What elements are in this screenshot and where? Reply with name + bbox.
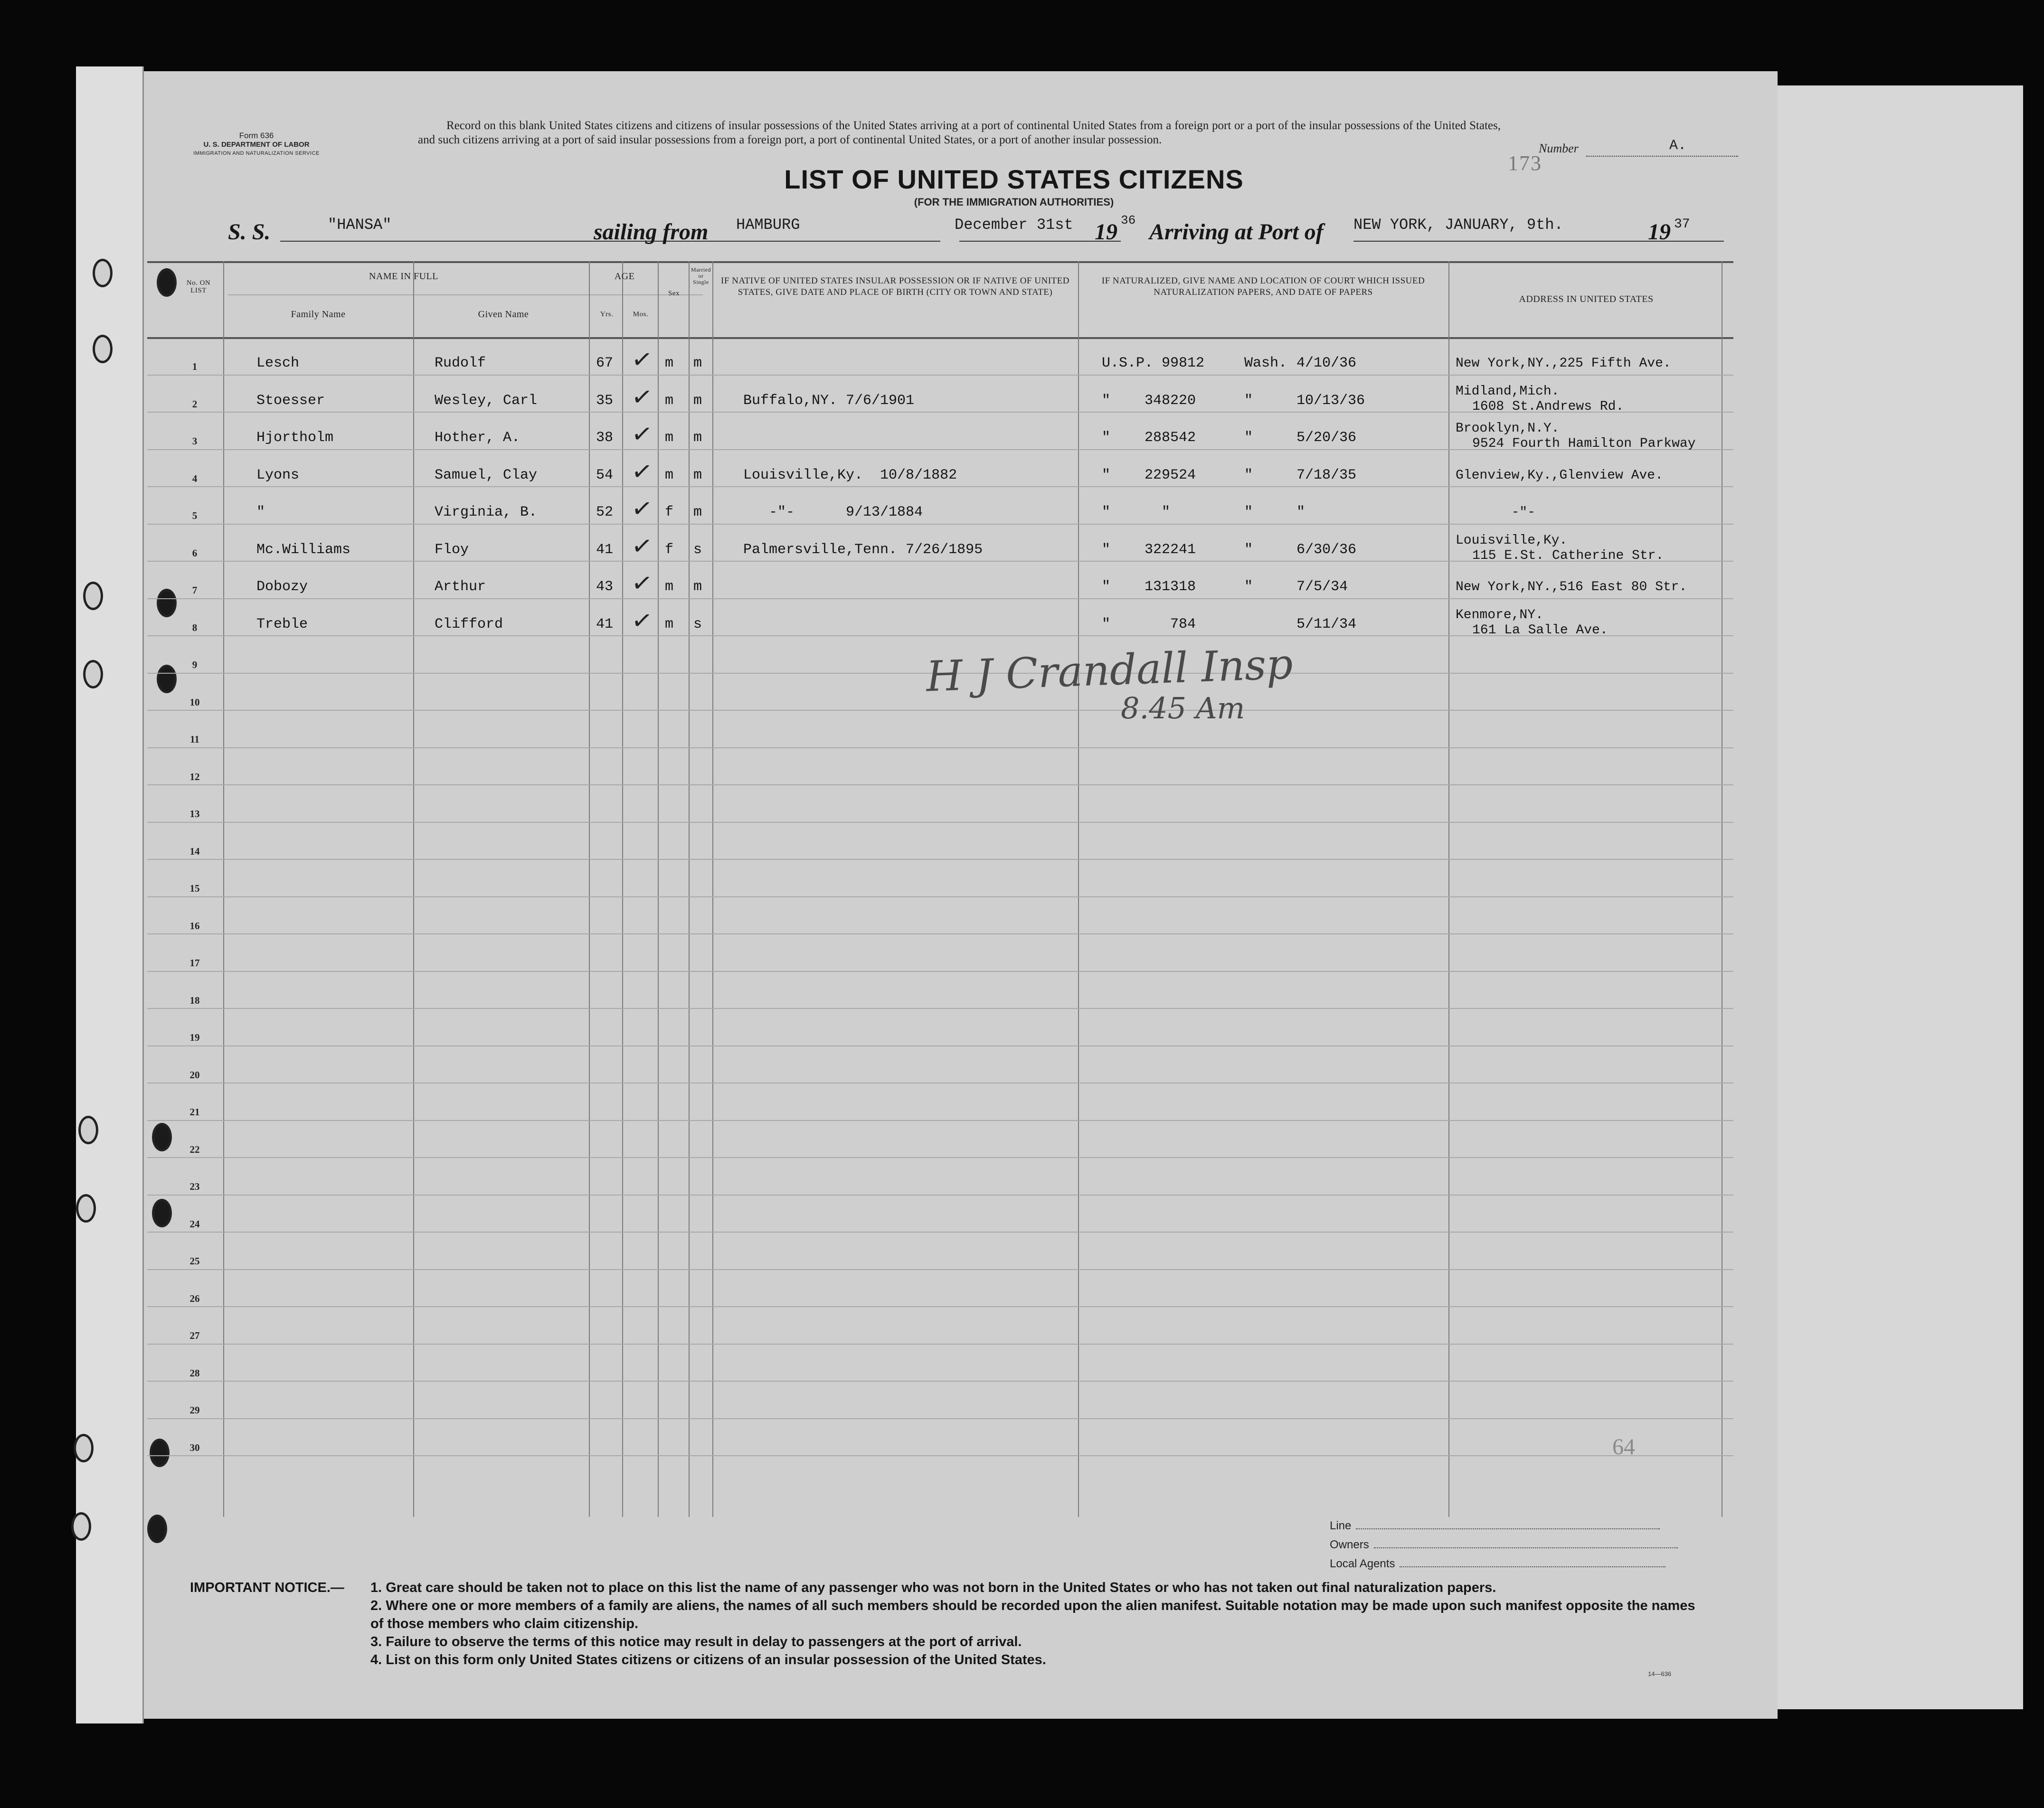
row-number: 5 bbox=[192, 510, 198, 521]
sex-cell: f bbox=[665, 504, 674, 520]
row-number: 11 bbox=[190, 734, 199, 745]
check-mark-icon: ✓ bbox=[630, 493, 654, 525]
row-rule bbox=[147, 1381, 1733, 1382]
marital-status-cell: s bbox=[693, 541, 702, 558]
age-years-cell: 41 bbox=[596, 616, 614, 632]
table-top-rule bbox=[147, 261, 1733, 263]
sex-cell: m bbox=[665, 467, 674, 483]
row-number: 4 bbox=[192, 472, 198, 484]
family-name-cell: Stoesser bbox=[256, 392, 325, 409]
check-mark-icon: ✓ bbox=[630, 568, 654, 599]
address-line-2: 161 La Salle Ave. bbox=[1472, 622, 1608, 638]
row-rule bbox=[147, 822, 1733, 823]
check-mark-icon: ✓ bbox=[630, 456, 654, 488]
papers-date-cell: 5/11/34 bbox=[1296, 616, 1357, 632]
agents-dots bbox=[1400, 1566, 1665, 1567]
row-number: 6 bbox=[192, 547, 198, 559]
marital-status-cell: m bbox=[693, 579, 702, 595]
sex-cell: m bbox=[665, 616, 674, 632]
row-number: 28 bbox=[189, 1367, 200, 1379]
marital-status-cell: m bbox=[693, 392, 702, 409]
address-line-1: New York,NY.,225 Fifth Ave. bbox=[1456, 356, 1671, 371]
row-rule bbox=[147, 747, 1733, 748]
sailing-label: sailing from bbox=[594, 219, 709, 245]
arrival-year-prefix: 19 bbox=[1648, 219, 1671, 245]
row-rule bbox=[147, 375, 1733, 376]
line-field bbox=[1330, 1519, 1719, 1533]
row-rule bbox=[147, 1418, 1733, 1419]
marital-status-cell: m bbox=[693, 430, 702, 446]
given-name-cell: Wesley, Carl bbox=[435, 392, 538, 409]
court-location-cell: " bbox=[1244, 541, 1253, 558]
number-value: A. bbox=[1669, 138, 1687, 154]
naturalization-court-cell: " " bbox=[1102, 504, 1171, 520]
form-identifier bbox=[178, 131, 335, 158]
marital-status-cell: m bbox=[693, 355, 702, 371]
age-years-cell: 38 bbox=[596, 430, 614, 446]
row-number: 15 bbox=[189, 883, 200, 894]
page-title: LIST OF UNITED STATES CITIZENS bbox=[784, 164, 1244, 194]
row-number: 14 bbox=[189, 845, 200, 857]
age-years-cell: 43 bbox=[596, 579, 614, 595]
punch-hole bbox=[74, 1434, 94, 1462]
court-location-cell: " bbox=[1244, 579, 1253, 595]
row-rule bbox=[147, 598, 1733, 599]
header-address: ADDRESS IN UNITED STATES bbox=[1519, 294, 1654, 304]
department-name: U. S. DEPARTMENT OF LABOR bbox=[203, 141, 310, 149]
naturalization-court-cell: " 348220 bbox=[1102, 392, 1196, 409]
from-line bbox=[703, 241, 940, 242]
family-name-cell: Dobozy bbox=[256, 579, 308, 595]
check-mark-icon: ✓ bbox=[630, 419, 654, 450]
row-number: 22 bbox=[189, 1143, 200, 1155]
marital-status-cell: m bbox=[693, 467, 702, 483]
header-subrule bbox=[228, 294, 703, 295]
row-number: 25 bbox=[189, 1255, 200, 1267]
address-line-2: 9524 Fourth Hamilton Parkway bbox=[1472, 436, 1696, 451]
row-rule bbox=[147, 1157, 1733, 1158]
address-line-1: Glenview,Ky.,Glenview Ave. bbox=[1456, 468, 1663, 483]
header-family-name: Family Name bbox=[291, 309, 346, 320]
row-number: 21 bbox=[189, 1106, 200, 1118]
row-number: 18 bbox=[189, 994, 200, 1006]
sex-cell: m bbox=[665, 392, 674, 409]
row-rule bbox=[147, 971, 1733, 972]
header-native-birth: IF NATIVE OF UNITED STATES INSULAR POSSESSION OR IF NATIVE OF UNITED STATES, GIVE DATE AND PLACE OF BIRTH (CITY OR TOWN AND STATE) bbox=[721, 276, 1069, 297]
birth-place-date-cell: Buffalo,NY. 7/6/1901 bbox=[743, 392, 915, 409]
row-rule bbox=[147, 710, 1733, 711]
marital-status-cell: s bbox=[693, 616, 702, 632]
given-name-cell: Samuel, Clay bbox=[435, 467, 538, 483]
check-mark-icon: ✓ bbox=[630, 605, 654, 637]
notice-item: 1. Great care should be taken not to place on this list the name of any passenger who was not born in the United States or who has not taken out final naturalization papers. bbox=[370, 1580, 1496, 1595]
header-married-single: Married or Single bbox=[691, 266, 711, 285]
row-rule bbox=[147, 1344, 1733, 1345]
punch-hole bbox=[147, 1515, 167, 1543]
address-line-1: Louisville,Ky. bbox=[1456, 533, 1568, 548]
check-mark-icon: ✓ bbox=[630, 530, 654, 562]
sex-cell: m bbox=[665, 579, 674, 595]
papers-date-cell: 7/5/34 bbox=[1296, 579, 1348, 595]
address-line-1: Midland,Mich. bbox=[1456, 384, 1560, 399]
naturalization-court-cell: " 229524 bbox=[1102, 467, 1196, 483]
court-location-cell: " bbox=[1244, 467, 1253, 483]
page-number: 64 bbox=[1612, 1434, 1635, 1460]
row-rule bbox=[147, 896, 1733, 897]
family-name-cell: Lyons bbox=[256, 467, 300, 483]
court-location-cell: " bbox=[1244, 392, 1253, 409]
row-number: 9 bbox=[192, 659, 198, 670]
header-name-in-full: NAME IN FULL bbox=[369, 271, 438, 282]
page-subtitle: (FOR THE IMMIGRATION AUTHORITIES) bbox=[914, 196, 1114, 208]
header-bottom-rule bbox=[147, 337, 1733, 339]
naturalization-court-cell: " 288542 bbox=[1102, 430, 1196, 446]
service-name: IMMIGRATION AND NATURALIZATION SERVICE bbox=[193, 151, 320, 156]
papers-date-cell: " bbox=[1296, 504, 1306, 520]
given-name-cell: Arthur bbox=[435, 579, 486, 595]
family-name-cell: Treble bbox=[256, 616, 308, 632]
papers-date-cell: 5/20/36 bbox=[1296, 430, 1357, 446]
back-sheet bbox=[1776, 85, 2023, 1709]
given-name-cell: Clifford bbox=[435, 616, 503, 632]
sailing-date: December 31st bbox=[955, 216, 1073, 234]
punch-hole bbox=[78, 1116, 98, 1144]
row-number: 29 bbox=[189, 1404, 200, 1416]
given-name-cell: Virginia, B. bbox=[435, 504, 538, 520]
number-label: Number bbox=[1539, 141, 1579, 155]
notice-items bbox=[370, 1579, 1710, 1669]
row-rule bbox=[147, 933, 1733, 934]
ship-name: "HANSA" bbox=[328, 216, 392, 234]
header-years: Yrs. bbox=[600, 311, 614, 318]
papers-date-cell: 7/18/35 bbox=[1296, 467, 1357, 483]
address-line-2: 1608 St.Andrews Rd. bbox=[1472, 399, 1624, 414]
address-line-1: Brooklyn,N.Y. bbox=[1456, 421, 1560, 436]
punch-hole bbox=[93, 259, 113, 287]
row-rule bbox=[147, 524, 1733, 525]
line-dots bbox=[1356, 1528, 1660, 1529]
row-rule bbox=[147, 486, 1733, 487]
row-rule bbox=[147, 1008, 1733, 1009]
sex-cell: m bbox=[665, 355, 674, 371]
row-rule bbox=[147, 1269, 1733, 1270]
header-given-name: Given Name bbox=[478, 309, 529, 320]
agents-label: Local Agents bbox=[1330, 1557, 1395, 1570]
address-line-1: Kenmore,NY. bbox=[1456, 607, 1543, 622]
court-location-cell: " bbox=[1244, 430, 1253, 446]
birth-place-date-cell: Palmersville,Tenn. 7/26/1895 bbox=[743, 541, 983, 558]
arrival-time-note: 8.45 Am bbox=[1121, 691, 1245, 725]
form-number: Form 636 bbox=[239, 131, 274, 140]
row-number: 24 bbox=[189, 1218, 200, 1230]
arriving-label: Arriving at Port of bbox=[1149, 219, 1324, 245]
passenger-table bbox=[147, 261, 1733, 1517]
birth-place-date-cell: Louisville,Ky. 10/8/1882 bbox=[743, 467, 957, 483]
notice-item: 3. Failure to observe the terms of this notice may result in delay to passengers at the port of arrival. bbox=[370, 1634, 1022, 1649]
row-number: 16 bbox=[189, 920, 200, 932]
number-stamp: 173 bbox=[1508, 151, 1542, 175]
row-rule bbox=[147, 1306, 1733, 1307]
row-rule bbox=[147, 1455, 1733, 1456]
family-name-cell: " bbox=[256, 504, 265, 520]
row-number: 2 bbox=[192, 398, 198, 410]
age-years-cell: 52 bbox=[596, 504, 614, 520]
birth-place-date-cell: -"- 9/13/1884 bbox=[743, 504, 923, 520]
header-no-on-list: No. ON LIST bbox=[186, 279, 211, 294]
row-number: 26 bbox=[189, 1292, 200, 1304]
header-sex: Sex bbox=[668, 290, 680, 297]
arrival-port-date: NEW YORK, JANUARY, 9th. bbox=[1353, 216, 1563, 234]
header-naturalized: IF NATURALIZED, GIVE NAME AND LOCATION OF COURT WHICH ISSUED NATURALIZATION PAPERS, AND DATE OF PAPERS bbox=[1101, 276, 1425, 297]
row-rule bbox=[147, 1045, 1733, 1046]
voyage-line bbox=[228, 213, 1719, 249]
row-number: 13 bbox=[189, 808, 200, 819]
punch-hole bbox=[71, 1512, 91, 1541]
agents-field bbox=[1330, 1557, 1719, 1571]
punch-hole bbox=[83, 660, 103, 688]
papers-date-cell: 6/30/36 bbox=[1296, 541, 1357, 558]
papers-date-cell: 4/10/36 bbox=[1296, 355, 1357, 371]
row-number: 1 bbox=[192, 361, 198, 372]
age-years-cell: 35 bbox=[596, 392, 614, 409]
arrival-year-suffix: 37 bbox=[1674, 217, 1690, 232]
sex-cell: f bbox=[665, 541, 674, 558]
age-years-cell: 41 bbox=[596, 541, 614, 558]
row-rule bbox=[147, 1120, 1733, 1121]
year-prefix: 19 bbox=[1095, 219, 1117, 245]
binding-margin bbox=[76, 66, 144, 1723]
row-number: 20 bbox=[189, 1069, 200, 1081]
ss-label: S. S. bbox=[228, 219, 271, 245]
notice-label: IMPORTANT NOTICE.— bbox=[190, 1580, 344, 1595]
address-line-1: -"- bbox=[1456, 505, 1536, 520]
row-number: 10 bbox=[189, 696, 200, 708]
family-name-cell: Lesch bbox=[256, 355, 300, 371]
given-name-cell: Floy bbox=[435, 541, 469, 558]
given-name-cell: Hother, A. bbox=[435, 430, 520, 446]
check-mark-icon: ✓ bbox=[630, 344, 654, 376]
header-months: Mos. bbox=[633, 311, 649, 318]
row-rule bbox=[147, 1232, 1733, 1233]
marital-status-cell: m bbox=[693, 504, 702, 520]
row-rule bbox=[147, 1195, 1733, 1196]
owners-label: Owners bbox=[1330, 1538, 1369, 1551]
number-line bbox=[1586, 156, 1738, 157]
age-years-cell: 67 bbox=[596, 355, 614, 371]
punch-hole bbox=[93, 335, 113, 363]
punch-hole bbox=[76, 1194, 96, 1223]
row-number: 8 bbox=[192, 622, 198, 633]
notice-item: 2. Where one or more members of a family are aliens, the names of all such members should be recorded upon the alien manifest. Suitable notation may be made upon such manifest opposite the names of those members who claim citizenship. bbox=[370, 1598, 1695, 1631]
naturalization-court-cell: " 322241 bbox=[1102, 541, 1196, 558]
address-line-1: New York,NY.,516 East 80 Str. bbox=[1456, 580, 1687, 594]
naturalization-court-cell: " 784 bbox=[1102, 616, 1196, 632]
row-number: 3 bbox=[192, 435, 198, 447]
line-label: Line bbox=[1330, 1519, 1352, 1532]
given-name-cell: Rudolf bbox=[435, 355, 486, 371]
family-name-cell: Hjortholm bbox=[256, 430, 334, 446]
header-age: AGE bbox=[614, 271, 635, 282]
address-line-2: 115 E.St. Catherine Str. bbox=[1472, 548, 1664, 563]
row-number: 7 bbox=[192, 584, 198, 596]
row-number: 19 bbox=[189, 1032, 200, 1043]
from-port: HAMBURG bbox=[736, 216, 800, 234]
court-location-cell: " bbox=[1244, 504, 1253, 520]
form-code: 14—636 bbox=[1648, 1670, 1672, 1677]
notice-item: 4. List on this form only United States citizens or citizens of an insular possession of the United States. bbox=[370, 1652, 1046, 1667]
inspector-signature: H J Crandall Insp bbox=[925, 639, 1294, 701]
row-rule bbox=[147, 859, 1733, 860]
row-number: 27 bbox=[189, 1330, 200, 1341]
punch-hole bbox=[83, 582, 103, 610]
record-instructions: Record on this blank United States citizens and citizens of insular possessions of the United States arriving at a port of continental United States from a foreign port or a port of the insular possessions of the United States, and such citizens arriving at a port of said insular possessions from a foreign port, a port of continental United States, or a port of another insular possession. bbox=[418, 119, 1501, 146]
naturalization-court-cell: U.S.P. 99812 bbox=[1102, 355, 1205, 371]
row-number: 12 bbox=[189, 771, 200, 782]
row-number: 30 bbox=[189, 1441, 200, 1453]
family-name-cell: Mc.Williams bbox=[256, 541, 351, 558]
row-number: 17 bbox=[189, 957, 200, 969]
sex-cell: m bbox=[665, 430, 674, 446]
owners-dots bbox=[1374, 1547, 1678, 1548]
age-years-cell: 54 bbox=[596, 467, 614, 483]
row-number: 23 bbox=[189, 1181, 200, 1192]
year-suffix: 36 bbox=[1121, 213, 1136, 227]
naturalization-court-cell: " 131318 bbox=[1102, 579, 1196, 595]
owners-field bbox=[1330, 1538, 1719, 1552]
check-mark-icon: ✓ bbox=[630, 381, 654, 413]
court-location-cell: Wash. bbox=[1244, 355, 1287, 371]
row-rule bbox=[147, 784, 1733, 785]
papers-date-cell: 10/13/36 bbox=[1296, 392, 1365, 409]
